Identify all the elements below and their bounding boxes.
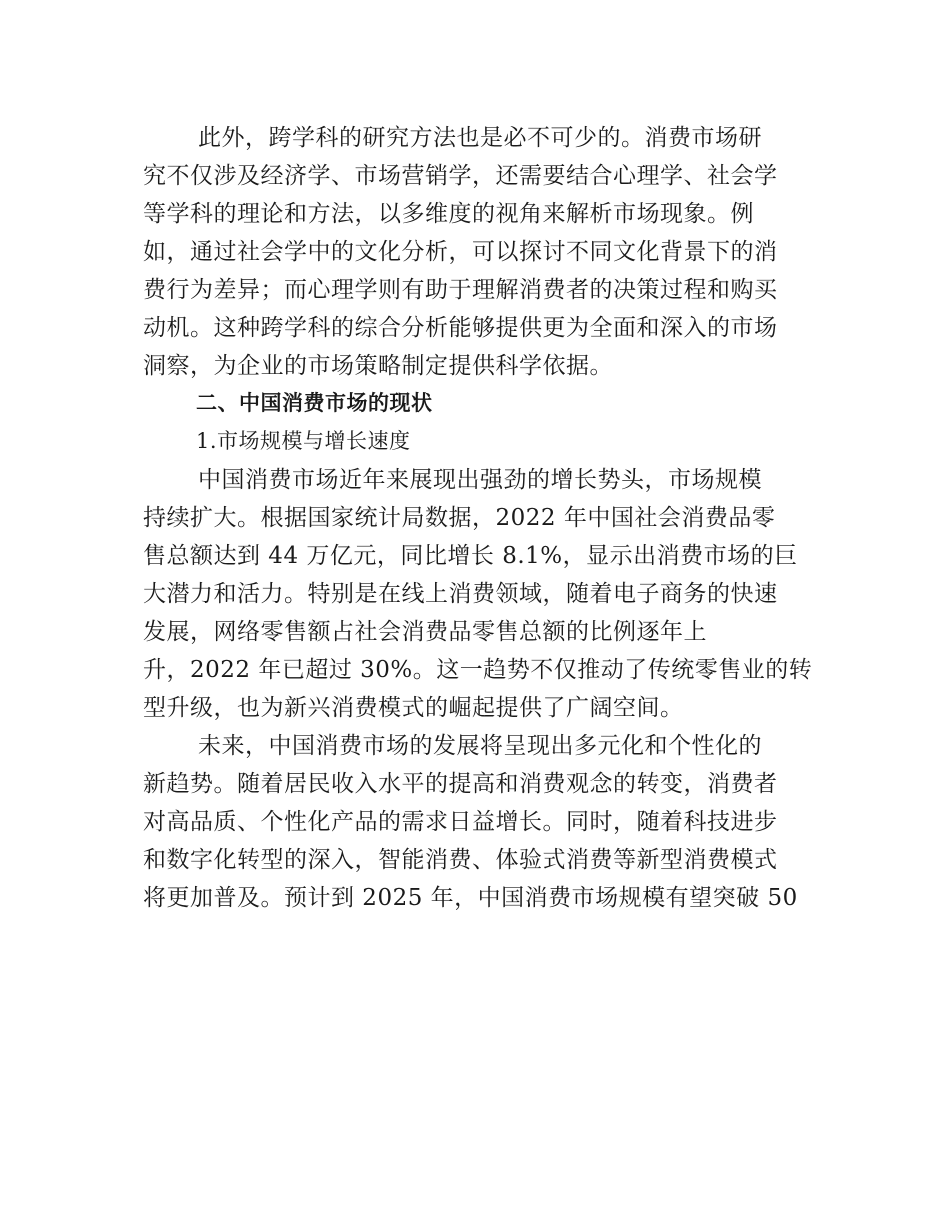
paragraph-2-line-4: 大潜力和活力。特别是在线上消费领域，随着电子商务的快速 — [143, 581, 778, 607]
paragraph-1-line-2: 究不仅涉及经济学、市场营销学，还需要结合心理学、社会学 — [143, 163, 778, 189]
paragraph-3-line-1: 未来，中国消费市场的发展将呈现出多元化和个性化的 — [198, 733, 762, 759]
paragraph-1-line-6: 动机。这种跨学科的综合分析能够提供更为全面和深入的市场 — [143, 315, 778, 341]
paragraph-1-line-5: 费行为差异；而心理学则有助于理解消费者的决策过程和购买 — [143, 277, 778, 303]
paragraph-3-line-2: 新趋势。随着居民收入水平的提高和消费观念的转变，消费者 — [143, 771, 778, 797]
paragraph-2-line-7: 型升级，也为新兴消费模式的崛起提供了广阔空间。 — [143, 695, 684, 721]
paragraph-2-line-6: 升，2022 年已超过 30%。这一趋势不仅推动了传统零售业的转 — [143, 657, 813, 683]
paragraph-3-line-3: 对高品质、个性化产品的需求日益增长。同时，随着科技进步 — [143, 809, 778, 835]
paragraph-1-line-4: 如，通过社会学中的文化分析，可以探讨不同文化背景下的消 — [143, 239, 778, 265]
paragraph-3-line-4: 和数字化转型的深入，智能消费、体验式消费等新型消费模式 — [143, 847, 778, 873]
paragraph-2-line-5: 发展，网络零售额占社会消费品零售总额的比例逐年上 — [143, 619, 707, 645]
paragraph-1-line-3: 等学科的理论和方法，以多维度的视角来解析市场现象。例 — [143, 201, 754, 227]
paragraph-1-line-1: 此外，跨学科的研究方法也是必不可少的。消费市场研 — [198, 125, 762, 151]
paragraph-3-line-5: 将更加普及。预计到 2025 年，中国消费市场规模有望突破 50 — [143, 885, 798, 911]
paragraph-2-line-1: 中国消费市场近年来展现出强劲的增长势头，市场规模 — [198, 467, 762, 493]
paragraph-2-line-2: 持续扩大。根据国家统计局数据，2022 年中国社会消费品零 — [143, 505, 776, 531]
section-heading: 二、中国消费市场的现状 — [196, 391, 433, 415]
subsection-heading: 1.市场规模与增长速度 — [196, 429, 411, 453]
paragraph-1-line-7: 洞察，为企业的市场策略制定提供科学依据。 — [143, 353, 613, 379]
paragraph-2-line-3: 售总额达到 44 万亿元，同比增长 8.1%，显示出消费市场的巨 — [143, 543, 798, 569]
